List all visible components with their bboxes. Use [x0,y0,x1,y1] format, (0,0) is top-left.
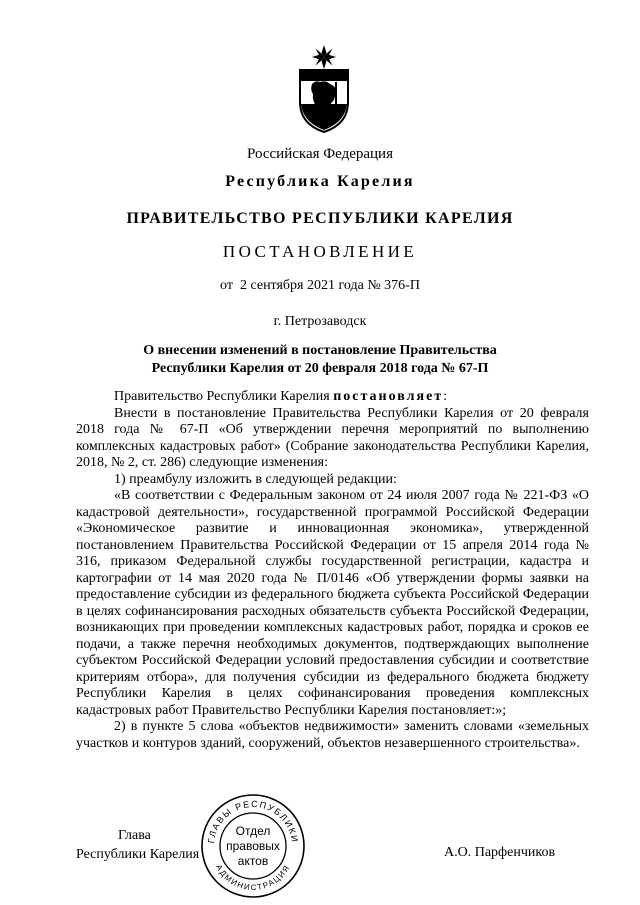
stamp-center-line-3: актов [237,854,269,868]
preamble [76,389,589,406]
preamble-end: : [443,389,448,404]
stamp-ring-bottom: АДМИНИСТРАЦИЯ [214,863,292,893]
paragraph-item-2: 2) в пункте 5 слова «объектов недвижимости» заменить словами «земельных участков и контуров зданий, сооружений, объектов незавершенного строительства». [76,719,589,751]
preamble-keyword: постановляет [333,389,444,404]
government-name: ПРАВИТЕЛЬСТВО РЕСПУБЛИКИ КАРЕЛИЯ [126,210,514,227]
stamp-center-line-1: Отдел [235,824,271,838]
paragraph-amendments-intro: Внести в постановление Правительства Республики Карелия от 20 февраля 2018 года № 67-П «Об утверждении перечня мероприятий по выполнению комплексных кадастровых работ» (Собрание законодательства Республики Карелия, 2018, № 2, ст. 286) следующие изменения: [76,405,589,470]
karelia-coat-of-arms-icon [298,44,350,134]
signatory-position [76,826,199,864]
federation-name: Российская Федерация [247,146,393,162]
paragraph-item-1: 1) преамбулу изложить в следующей редакции: [114,471,397,487]
signatory-position-line-1: Глава [118,828,151,843]
stamp-ring-top: ГЛАВЫ РЕСПУБЛИКИ [206,798,301,844]
signatory-name: А.О. Парфенчиков [444,845,556,860]
signatory-position-line-2: Республики Карелия [76,847,200,862]
decree-body [76,389,589,752]
legal-department-stamp [200,793,306,899]
decree-title-line-1: О внесении изменений в постановление Правительства [143,343,497,358]
city: г. Петрозаводск [273,314,367,329]
preamble-start: Правительство Республики Карелия [114,389,330,404]
decree-title [0,342,640,378]
paragraph-new-preamble: «В соответствии с Федеральным законом от 24 июля 2007 года № 221-ФЗ «О кадастровой деятельности», государственной программой Российской Федерации «Экономическое развитие и инновационная экономика», утвержденной постановлением Правительства Российской Федерации от 15 апреля 2014 года № 316, приказом Федеральной службы государственной регистрации, кадастра и картографии от 14 мая 2020 года № П/0146 «Об утверждении формы заявки на предоставление субсидии из федерального бюджета субъекта Российской Федерации в целях софинансирования расходных обязательств субъекта Российской Федерации, возникающих при проведении комплексных кадастровых работ, порядка и сроков ее подачи, а также перечня необходимых документов, подтверждающих выполнение субъектом Российской Федерации условий предоставления субсидии и соответствие критериям отбора», для получения субсидии из федерального бюджета бюджету Республики Карелия в целях софинансирования проведения комплексных кадастровых работ Правительство Республики Карелия постановляет:»; [76,488,589,718]
republic-name: Республика Карелия [225,173,415,190]
decree-date-number: от 2 сентября 2021 года № 376-П [220,278,420,293]
stamp-center-line-2: правовых [226,839,280,853]
decree-title-line-2: Республики Карелия от 20 февраля 2018 года № 67-П [151,361,489,376]
document-type: ПОСТАНОВЛЕНИЕ [222,242,418,261]
